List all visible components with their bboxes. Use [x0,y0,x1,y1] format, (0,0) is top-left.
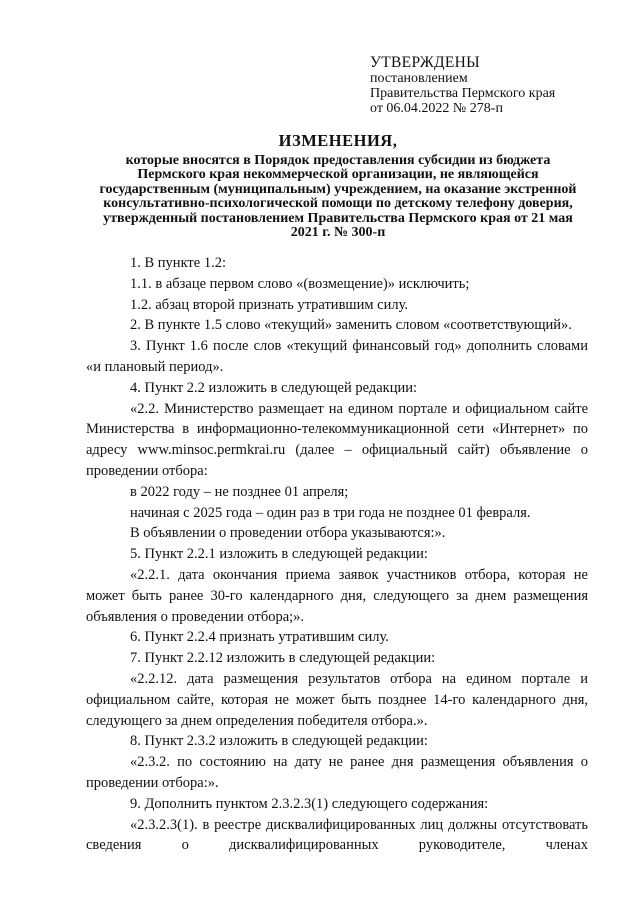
paragraph: 2. В пункте 1.5 слово «текущий» заменить словом «соответствующий». [130,317,572,334]
paragraph: 8. Пункт 2.3.2 изложить в следующей редакции: [130,733,428,750]
paragraph: «2.3.2. по состоянию на дату не ранее дня размещения объявления о проведении отбора:». [86,754,588,791]
paragraph: «2.2. Министерство размещает на едином портале и официальном сайте Министерства в информационно-телекоммуникационной сети «Интернет» по адресу www.minsoc.permkrai.ru (далее – официальный сайт) объявление о проведении отбора: [86,400,588,479]
paragraph: «2.3.2.3(1). в реестре дисквалифицированных лиц должны отсутствовать сведения о дисквалифицированных руководителе, членах [86,816,588,854]
paragraph: «2.2.12. дата размещения результатов отбора на едином портале и официальном сайте, которая не может быть позднее 14-го календарного дня, следующего за днем определения победителя отбора.». [86,670,588,729]
paragraph: 6. Пункт 2.2.4 признать утратившим силу. [130,629,389,646]
paragraph: 9. Дополнить пунктом 2.3.2.3(1) следующего содержания: [130,795,489,812]
paragraph: 1.1. в абзаце первом слово «(возмещение)» исключить; [130,275,470,292]
approval-line-1: постановлением [370,71,468,86]
title-subtitle: которые вносятся в Порядок предоставления субсидии из бюджета Пермского края некоммерческой организации, не являющейся государственным (муниципальным) учреждением, на оказание экстренной консультативно-психологической помощи по детскому телефону доверия, утвержденный постановлением Правительства Пермского края от 21 мая 2021 г. № 300-п [99,153,577,241]
document-body [86,253,588,856]
paragraph: 7. Пункт 2.2.12 изложить в следующей редакции: [130,650,436,667]
paragraph: начиная с 2025 года – один раз в три года не позднее 01 февраля. [130,504,531,521]
approval-line-3: от 06.04.2022 № 278-п [370,101,503,116]
paragraph: 1.2. абзац второй признать утратившим силу. [130,296,408,313]
paragraph: 5. Пункт 2.2.1 изложить в следующей редакции: [130,546,428,563]
paragraph: 4. Пункт 2.2 изложить в следующей редакции: [130,379,418,396]
paragraph: 1. В пункте 1.2: [130,255,226,271]
approval-line-2: Правительства Пермского края [370,86,556,101]
approval-heading: УТВЕРЖДЕНЫ [370,54,480,71]
document-title [98,131,578,240]
paragraph: в 2022 году – не позднее 01 апреля; [130,483,349,500]
paragraph: 3. Пункт 1.6 после слов «текущий финансовый год» дополнить словами «и плановый период». [86,338,588,375]
paragraph: В объявлении о проведении отбора указываются:». [130,525,446,542]
title-main: ИЗМЕНЕНИЯ, [278,131,398,150]
paragraph: «2.2.1. дата окончания приема заявок участников отбора, которая не может быть ранее 30-го календарного дня, следующего за днем размещения объявления о проведении отбора;». [86,566,588,625]
approval-stamp [370,54,620,116]
